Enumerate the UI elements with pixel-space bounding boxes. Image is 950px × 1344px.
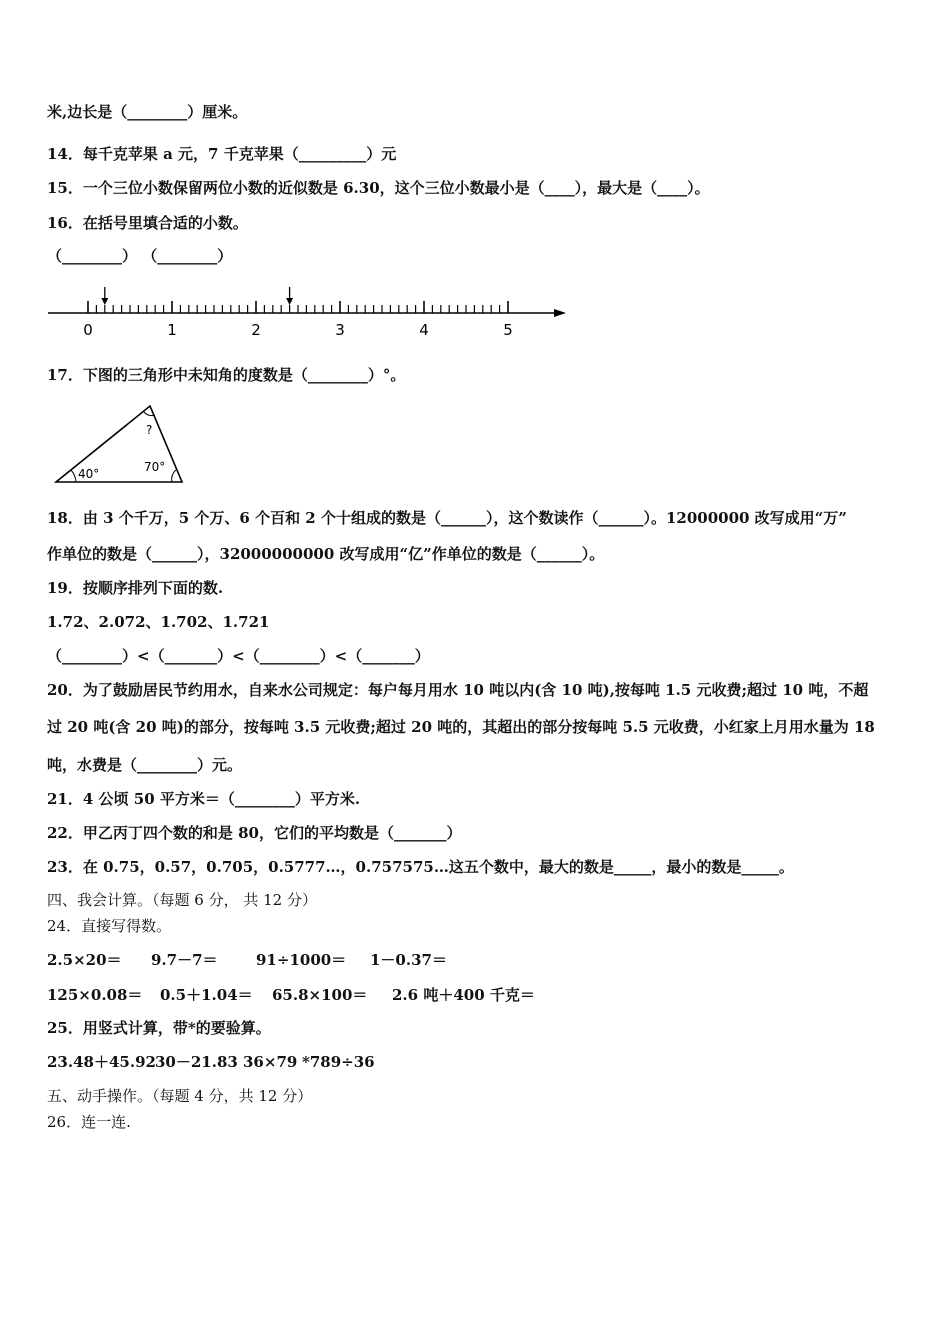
number-line-label-2: 2 <box>251 321 261 339</box>
q24-r2-c1: 125×0.08＝ <box>47 986 143 1004</box>
q16: 16．在括号里填合适的小数。 <box>47 214 248 232</box>
q24-r2-c3: 65.8×100＝ <box>272 986 368 1004</box>
q19-blanks: （________）<（_______）<（________）<（_______） <box>47 647 430 665</box>
q24: 24．直接写得数。 <box>47 917 172 935</box>
number-line-figure <box>40 280 580 340</box>
q26: 26．连一连. <box>47 1113 131 1131</box>
q19-numbers: 1.72、2.072、1.702、1.721 <box>47 613 270 631</box>
triangle-figure <box>50 398 190 488</box>
q25-item-1: 23.48＋45.92 <box>47 1053 156 1071</box>
number-line-label-0: 0 <box>83 321 93 339</box>
number-line-ticks <box>88 301 508 313</box>
q20-line2: 过 20 吨(含 20 吨)的部分，按每吨 3.5 元收费;超过 20 吨的，其超出的部分按每吨 5.5 元收费，小红家上月用水量为 18 <box>47 718 875 736</box>
q16-blanks: （________） （________） <box>47 247 233 265</box>
q18-line2: 作单位的数是（______），32000000000 改写成用“亿”作单位的数是（______）。 <box>47 545 605 563</box>
section-4-heading: 四、我会计算。（每题 6 分， 共 12 分） <box>47 891 317 909</box>
number-line-labels <box>83 321 513 339</box>
number-line-label-5: 5 <box>503 321 513 339</box>
q24-r1-c2: 9.7－7＝ <box>151 951 218 969</box>
q14: 14．每千克苹果 a 元，7 千克苹果（_________）元 <box>47 145 397 163</box>
number-line-label-1: 1 <box>167 321 177 339</box>
angle-arc-40 <box>71 470 76 482</box>
axis-arrow-icon <box>554 309 566 317</box>
q13-tail: 米,边长是（________）厘米。 <box>47 103 248 121</box>
q25-item-3: 36×79 <box>243 1053 298 1071</box>
q18-line1: 18．由 3 个千万，5 个万、6 个百和 2 个十组成的数是（______），这个数读作（______）。12000000 改写成用“万” <box>47 509 847 527</box>
q25-item-4: *789÷36 <box>302 1053 375 1071</box>
down-arrow-head-icon <box>286 298 293 305</box>
section-5-heading: 五、动手操作。（每题 4 分，共 12 分） <box>47 1087 313 1105</box>
number-line-arrows <box>101 287 293 305</box>
q15: 15．一个三位小数保留两位小数的近似数是 6.30，这个三位小数最小是（____），最大是（____）。 <box>47 179 710 197</box>
q17: 17．下图的三角形中未知角的度数是（________）°。 <box>47 366 406 384</box>
q24-r2-c4: 2.6 吨＋400 千克＝ <box>392 986 535 1004</box>
q19: 19．按顺序排列下面的数. <box>47 579 224 597</box>
angle-label-70: 70° <box>144 460 166 474</box>
q23: 23．在 0.75，0.57，0.705，0.5777…，0.757575…这五个数中，最大的数是_____，最小的数是_____。 <box>47 858 794 876</box>
q24-r1-c4: 1－0.37＝ <box>370 951 447 969</box>
angle-label-unknown: ? <box>146 423 153 437</box>
q20-line3: 吨，水费是（________）元。 <box>47 756 243 774</box>
q24-r1-c1: 2.5×20＝ <box>47 951 122 969</box>
q25-item-2: 30－21.83 <box>155 1053 238 1071</box>
angle-arc-70 <box>172 470 176 482</box>
q22: 22．甲乙丙丁四个数的和是 80，它们的平均数是（_______） <box>47 824 462 842</box>
q21: 21．4 公顷 50 平方米＝（________）平方米. <box>47 790 361 808</box>
q20-line1: 20．为了鼓励居民节约用水，自来水公司规定：每户每月用水 10 吨以内(含 10 吨),按每吨 1.5 元收费;超过 10 吨，不超 <box>47 681 869 699</box>
q24-r2-c2: 0.5＋1.04＝ <box>160 986 253 1004</box>
angle-label-40: 40° <box>78 467 100 481</box>
number-line-label-3: 3 <box>335 321 345 339</box>
q25: 25．用竖式计算，带*的要验算。 <box>47 1019 271 1037</box>
number-line-label-4: 4 <box>419 321 429 339</box>
q24-r1-c3: 91÷1000＝ <box>256 951 347 969</box>
down-arrow-head-icon <box>101 298 108 305</box>
